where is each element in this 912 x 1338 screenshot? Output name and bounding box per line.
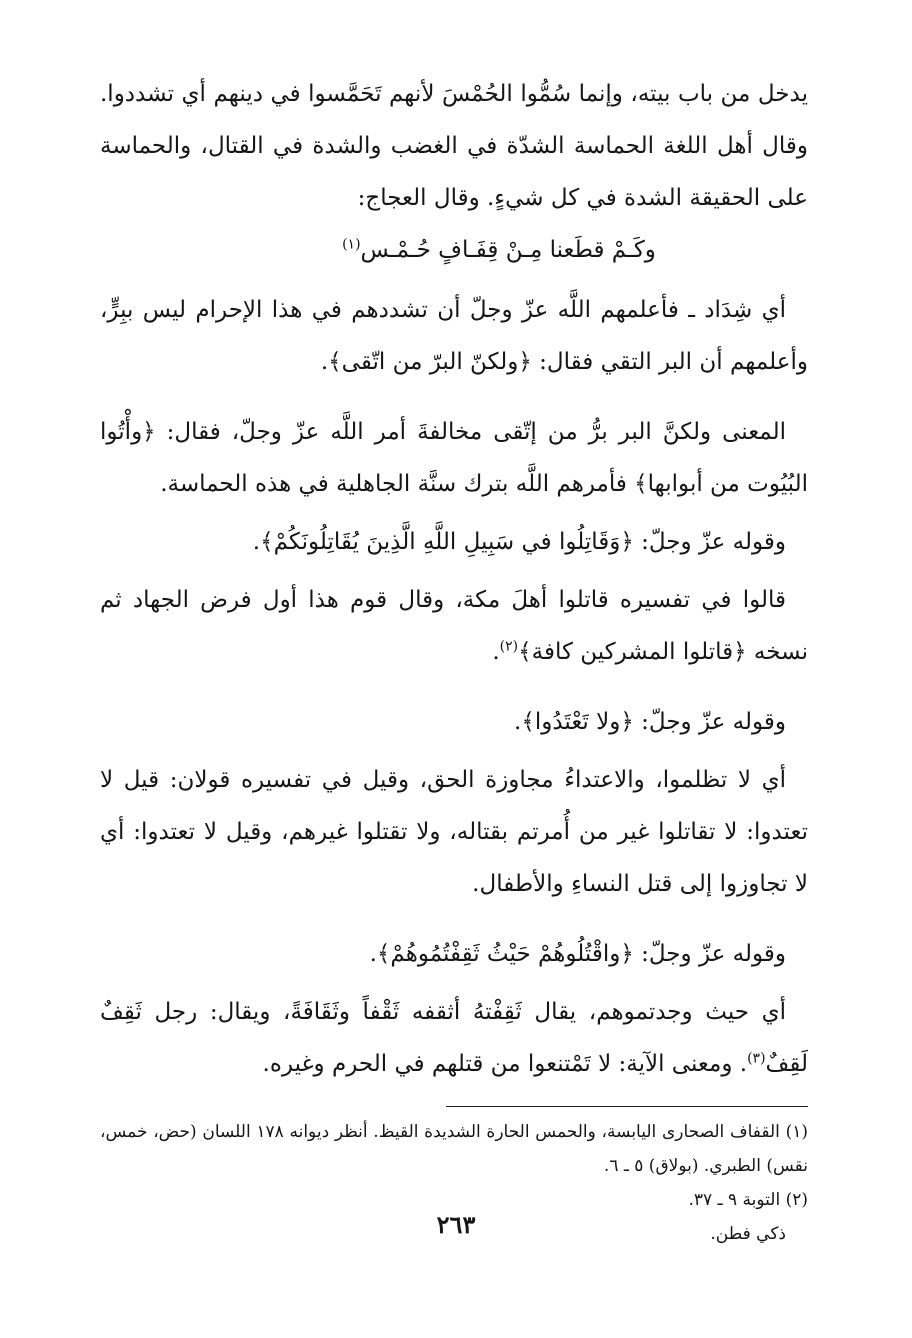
paragraph-5	[100, 574, 808, 678]
paragraph-7: أي لا تظلموا، والاعتداءُ مجاوزة الحق، وقيل في تفسيره قولان: قيل لا تعتدوا: لا تقاتلوا غير من أُمرتم بقتاله، ولا تقتلوا غيرهم، وقيل لا تعتدوا: أي لا تجاوزوا إلى قتل النساءِ والأطفال.	[100, 767, 808, 897]
verse-text: وكَـمْ قطَعنا مِـنْ قِفَـافٍ حُـمْـس	[360, 237, 656, 263]
footnote-ref-1[interactable]: (١)	[342, 236, 361, 253]
paragraph-8: وقوله عزّ وجلّ: ﴿واقْتُلُوهُمْ حَيْثُ ثَقِفْتُمُوهُمْ﴾.	[369, 941, 786, 967]
paragraph-3: المعنى ولكنَّ البر برُّ من إتّقى مخالفةَ أمر اللَّه عزّ وجلّ، فقال: ﴿وأْتُوا البُيُوت من أبوابها﴾ فأمرهم اللَّه بترك سنَّة الجاهلية في هذه الحماسة.	[100, 419, 808, 497]
footnote-1: (١) القفاف الصحارى اليابسة، والحمس الحارة الشديدة القيظ. أنظر ديوانه ١٧٨ اللسان (حض، خمس، نقس) الطبري. (بولاق) ٥ ـ ٦.	[100, 1122, 808, 1176]
footnote-3: ذكي فطن.	[710, 1224, 786, 1244]
footnote-separator	[446, 1106, 808, 1107]
paragraph-9	[100, 986, 808, 1090]
footnote-ref-3[interactable]: (٣)	[747, 1050, 766, 1067]
page-number: ٢٦٣	[436, 1210, 476, 1239]
paragraph-5-end: .	[492, 639, 500, 665]
poetry-verse	[100, 224, 808, 276]
paragraph-1: يدخل من باب بيته، وإنما سُمُّوا الحُمْسَ لأنهم تَحَمَّسوا في دينهم أي تشددوا. وقال أهل اللغة الحماسة الشدّة في الغضب والشدة في القتال، والحماسة على الحقيقة الشدة في كل شيءٍ. وقال العجاج:	[100, 81, 808, 211]
paragraph-9-end: . ومعنى الآية: لا تَمْتنعوا من قتلهم في الحرم وغيره.	[262, 1051, 748, 1077]
footnote-ref-2[interactable]: (٢)	[499, 638, 519, 655]
paragraph-5-text: قالوا في تفسيره قاتلوا أهلَ مكة، وقال قوم هذا أول فرض الجهاد ثم نسخه ﴿قاتلوا المشركين كافة﴾	[100, 587, 808, 665]
paragraph-4: وقوله عزّ وجلّ: ﴿وَقَاتِلُوا في سَبِيلِ اللَّهِ الَّذِينَ يُقَاتِلُونَكُمْ﴾.	[252, 529, 786, 555]
paragraph-6: وقوله عزّ وجلّ: ﴿ولا تَعْتَدُوا﴾.	[514, 709, 786, 735]
footnote-2: (٢) التوبة ٩ ـ ٣٧.	[688, 1190, 808, 1210]
paragraph-2: أي شِدَاد ـ فأعلمهم اللَّه عزّ وجلّ أن تشددهم في هذا الإحرام ليس ببِرٍّ، وأعلمهم أن البر التقي فقال: ﴿ولكنّ البرّ من اتّقى﴾.	[100, 297, 808, 375]
paragraph-9-text: أي حيث وجدتموهم، يقال ثَقِفْتهُ أثقفه ثَقْفاً وثَقَافَةً، ويقال: رجل ثَقِفٌ لَقِفٌ	[100, 999, 808, 1077]
